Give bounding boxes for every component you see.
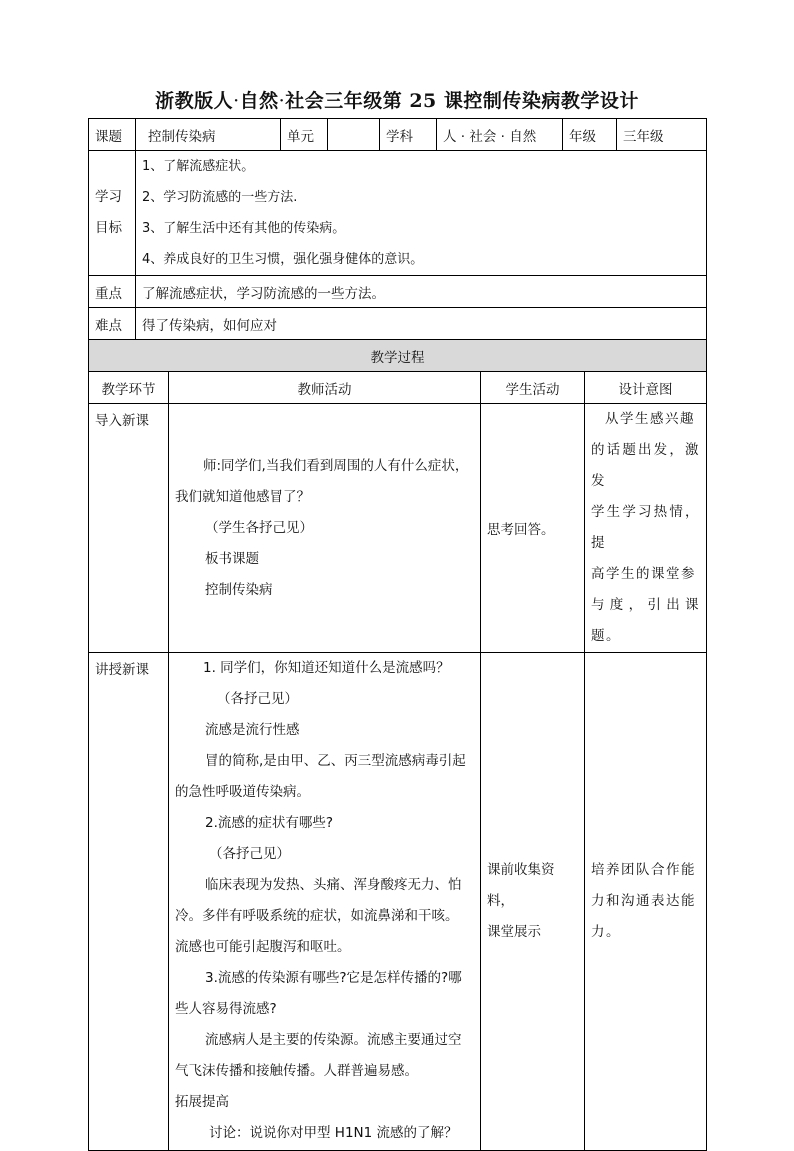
teacher-line: 拓展提高 bbox=[175, 1094, 229, 1110]
teacher-line: 气飞沫传播和接触传播。人群普遍易感。 bbox=[175, 1063, 418, 1079]
grade-value: 三年级 bbox=[617, 119, 707, 151]
subject-label: 学科 bbox=[380, 119, 437, 151]
subject-value: 人 · 社会 · 自然 bbox=[437, 119, 563, 151]
stage-cell: 讲授新课 bbox=[89, 653, 169, 1151]
student-line: 课前收集资料， bbox=[487, 862, 555, 909]
design-intent-cell bbox=[585, 653, 707, 1151]
goals-label: 学习 目标 bbox=[89, 151, 136, 276]
teacher-line: 2.流感的症状有哪些? bbox=[205, 815, 334, 831]
teacher-line: 流感是流行性感 bbox=[205, 722, 300, 738]
intent-line: 从学生感兴趣 bbox=[605, 411, 695, 427]
student-line: 课堂展示 bbox=[487, 924, 541, 940]
intent-line: 的话题出发，激发 bbox=[591, 442, 700, 489]
teacher-line: 讨论：说说你对甲型 H1N1 流感的了解？ bbox=[209, 1125, 458, 1141]
document-title: 浙教版人·自然·社会三年级第 25 课控制传染病教学设计 bbox=[155, 90, 639, 112]
goal-item: 4、养成良好的卫生习惯，强化强身健体的意识。 bbox=[142, 252, 424, 267]
key-point-row bbox=[89, 276, 707, 308]
teacher-line: 师:同学们,当我们看到周围的人有什么症状， bbox=[203, 457, 469, 474]
teacher-line: （各抒己见） bbox=[217, 691, 298, 707]
difficulty-row bbox=[89, 308, 707, 340]
teacher-line: 板书课题 bbox=[205, 550, 259, 567]
teacher-line: （学生各抒己见） bbox=[205, 519, 313, 536]
teaching-process-table bbox=[88, 339, 707, 1151]
column-header-row bbox=[89, 372, 707, 404]
intent-line: 高学生的课堂参 bbox=[591, 566, 696, 582]
teacher-line: 冒的简称,是由甲、乙、丙三型流感病毒引起 bbox=[205, 753, 466, 769]
intent-line: 与度，引出课题。 bbox=[591, 597, 700, 644]
unit-label: 单元 bbox=[281, 119, 328, 151]
goals-row bbox=[89, 151, 707, 276]
teacher-line: 流感也可能引起腹泻和呕吐。 bbox=[175, 939, 351, 955]
design-intent-cell bbox=[585, 404, 707, 653]
teacher-line: 3.流感的传染源有哪些?它是怎样传播的?哪 bbox=[205, 970, 462, 986]
lesson-info-table bbox=[88, 118, 707, 340]
teacher-line: 冷。多伴有呼吸系统的症状，如流鼻涕和干咳。 bbox=[175, 908, 459, 924]
goal-item: 1、了解流感症状。 bbox=[142, 159, 255, 174]
intent-line: 力。 bbox=[591, 924, 621, 940]
table-row bbox=[89, 404, 707, 653]
unit-value bbox=[328, 119, 380, 151]
header-student: 学生活动 bbox=[481, 372, 585, 404]
header-teacher: 教师活动 bbox=[169, 372, 481, 404]
section-header-row bbox=[89, 340, 707, 372]
key-point-label: 重点 bbox=[89, 276, 136, 308]
section-title: 教学过程 bbox=[89, 340, 707, 372]
teacher-line: （各抒己见） bbox=[209, 846, 290, 862]
course-label: 课题 bbox=[89, 119, 136, 151]
goals-list bbox=[136, 151, 707, 276]
teacher-line: 流感病人是主要的传染源。流感主要通过空 bbox=[205, 1032, 462, 1048]
teacher-activity-cell bbox=[169, 404, 481, 653]
table-row bbox=[89, 653, 707, 1151]
teacher-activity-cell bbox=[169, 653, 481, 1151]
key-point-text: 了解流感症状，学习防流感的一些方法。 bbox=[136, 276, 707, 308]
course-value: 控制传染病 bbox=[136, 119, 281, 151]
student-activity-cell bbox=[481, 653, 585, 1151]
intent-line: 力和沟通表达能 bbox=[591, 893, 696, 909]
teacher-line: 些人容易得流感? bbox=[175, 1001, 277, 1017]
goal-item: 3、了解生活中还有其他的传染病。 bbox=[142, 221, 346, 236]
header-intent: 设计意图 bbox=[585, 372, 707, 404]
header-stage: 教学环节 bbox=[89, 372, 169, 404]
teacher-line: 临床表现为发热、头痛、浑身酸疼无力、怕 bbox=[205, 877, 462, 893]
teacher-line: 1. 同学们，你知道还知道什么是流感吗？ bbox=[203, 660, 450, 676]
grade-label: 年级 bbox=[563, 119, 617, 151]
goal-item: 2、学习防流感的一些方法. bbox=[142, 190, 298, 205]
intent-line: 培养团队合作能 bbox=[591, 862, 696, 878]
difficulty-label: 难点 bbox=[89, 308, 136, 340]
stage-cell: 导入新课 bbox=[89, 404, 169, 653]
student-activity-cell: 思考回答。 bbox=[481, 404, 585, 653]
intent-line: 学生学习热情，提 bbox=[591, 504, 700, 551]
teacher-line: 的急性呼吸道传染病。 bbox=[175, 784, 310, 800]
teacher-line: 控制传染病 bbox=[205, 581, 273, 598]
teacher-line: 我们就知道他感冒了？ bbox=[175, 488, 310, 505]
difficulty-text: 得了传染病，如何应对 bbox=[136, 308, 707, 340]
info-row bbox=[89, 119, 707, 151]
